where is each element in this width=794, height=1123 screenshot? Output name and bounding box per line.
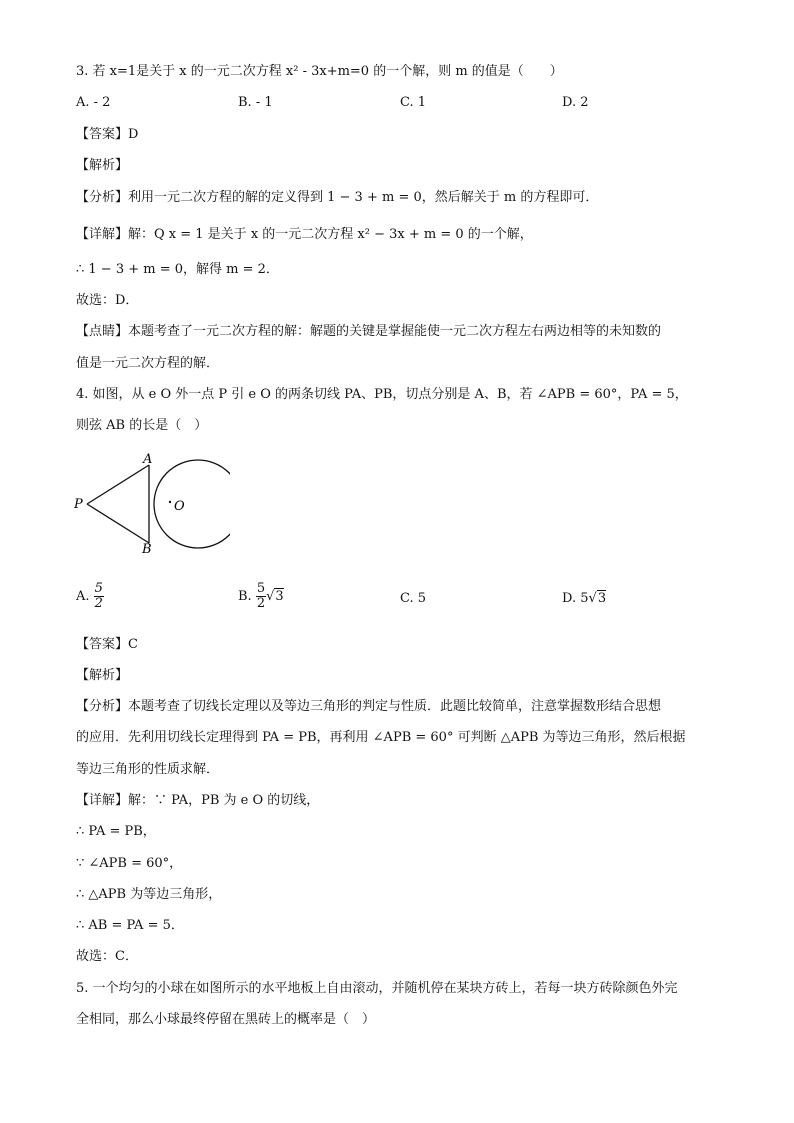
q4-step3: ∴ △APB 为等边三角形， bbox=[76, 887, 222, 902]
q4-option-d-radical: √3 bbox=[588, 591, 607, 606]
q4-option-a-fraction bbox=[94, 582, 104, 611]
label-p: P bbox=[74, 497, 83, 512]
q3-option-a: A. ‑ 2 bbox=[76, 95, 111, 110]
q4-step1: ∴ PA = PB， bbox=[76, 824, 156, 839]
q4-option-c: C. 5 bbox=[400, 591, 427, 606]
q3-stem: 3. 若 x=1是关于 x 的一元二次方程 x² ‑ 3x+m=0 的一个解，则 m 的值是（ ） bbox=[76, 64, 563, 79]
q4-detail: 【详解】解：∵ PA，PB 为 e O 的切线， bbox=[76, 793, 320, 808]
q4-option-b-numerator: 5 bbox=[256, 581, 266, 596]
q3-option-d: D. 2 bbox=[562, 95, 589, 110]
q3-detail: 【详解】解：Q x = 1 是关于 x 的一元二次方程 x² − 3x + m = 0 的一个解， bbox=[76, 227, 533, 242]
q4-step2: ∵ ∠APB = 60°， bbox=[76, 856, 183, 871]
q3-fenxi: 【分析】利用一元二次方程的解的定义得到 1 − 3 + m = 0，然后解关于 m 的方程即可． bbox=[76, 190, 599, 205]
q4-choose: 故选：C． bbox=[76, 949, 138, 964]
q3-option-b: B. ‑ 1 bbox=[238, 95, 273, 110]
q4-fenxi-line2: 的应用．先利用切线长定理得到 PA = PB，再利用 ∠APB = 60° 可判断 △APB 为等边三角形，然后根据 bbox=[76, 730, 686, 745]
q3-option-c: C. 1 bbox=[400, 95, 427, 110]
q4-option-d-radicand: 3 bbox=[597, 591, 607, 606]
q4-step4: ∴ AB = PA = 5． bbox=[76, 918, 184, 933]
tangent-circle-figure bbox=[70, 448, 230, 558]
q4-option-d bbox=[562, 590, 606, 608]
q4-option-b-denominator: 2 bbox=[256, 596, 266, 611]
q4-option-a-numerator: 5 bbox=[94, 581, 103, 596]
q3-analysis-heading: 【解析】 bbox=[76, 158, 129, 173]
q4-analysis-heading: 【解析】 bbox=[76, 668, 129, 683]
label-o: O bbox=[174, 499, 185, 514]
label-b: B bbox=[142, 542, 152, 557]
circle-o bbox=[154, 460, 230, 548]
q4-option-b-radicand: 3 bbox=[275, 589, 284, 604]
label-a: A bbox=[143, 452, 153, 467]
center-dot bbox=[169, 501, 171, 503]
q4-option-b bbox=[238, 582, 284, 611]
q3-choose: 故选：D． bbox=[76, 293, 139, 308]
q3-dianjing-line1: 【点睛】本题考查了一元二次方程的解：解题的关键是掌握能使一元二次方程左右两边相等的未知数的 bbox=[76, 324, 662, 339]
q3-answer: 【答案】D bbox=[76, 127, 139, 142]
q4-stem-line2: 则弦 AB 的长是（ ） bbox=[76, 418, 208, 433]
q4-option-d-letter: D. bbox=[562, 591, 577, 606]
q4-stem-line1: 4. 如图，从 e O 外一点 P 引 e O 的两条切线 PA、PB，切点分别是 A、B，若 ∠APB = 60°，PA = 5， bbox=[76, 387, 688, 402]
tangent-pa bbox=[87, 465, 149, 504]
q3-step: ∴ 1 − 3 + m = 0，解得 m = 2． bbox=[76, 262, 279, 277]
q4-option-d-coefficient: 5 bbox=[580, 591, 589, 606]
q4-option-b-letter: B. bbox=[238, 589, 252, 604]
q5-stem-line1: 5. 一个均匀的小球在如图所示的水平地板上自由滚动，并随机停在某块方砖上，若每一块方砖除颜色外完 bbox=[76, 981, 678, 996]
q3-dianjing-line2: 值是一元二次方程的解． bbox=[76, 356, 220, 371]
q4-fenxi-line1: 【分析】本题考查了切线长定理以及等边三角形的判定与性质．此题比较简单，注意掌握数形结合思想 bbox=[76, 699, 662, 714]
tangent-pb bbox=[87, 504, 149, 543]
q4-answer: 【答案】C bbox=[76, 637, 138, 652]
q4-option-a-letter: A. bbox=[76, 589, 90, 604]
q4-fenxi-line3: 等边三角形的性质求解． bbox=[76, 762, 220, 777]
q4-option-b-radical: √3 bbox=[266, 589, 284, 604]
q5-stem-line2: 全相同，那么小球最终停留在黑砖上的概率是（ ） bbox=[76, 1012, 376, 1027]
q4-option-a bbox=[76, 582, 104, 611]
q4-option-a-denominator: 2 bbox=[94, 596, 103, 611]
q4-option-b-fraction bbox=[256, 582, 266, 611]
